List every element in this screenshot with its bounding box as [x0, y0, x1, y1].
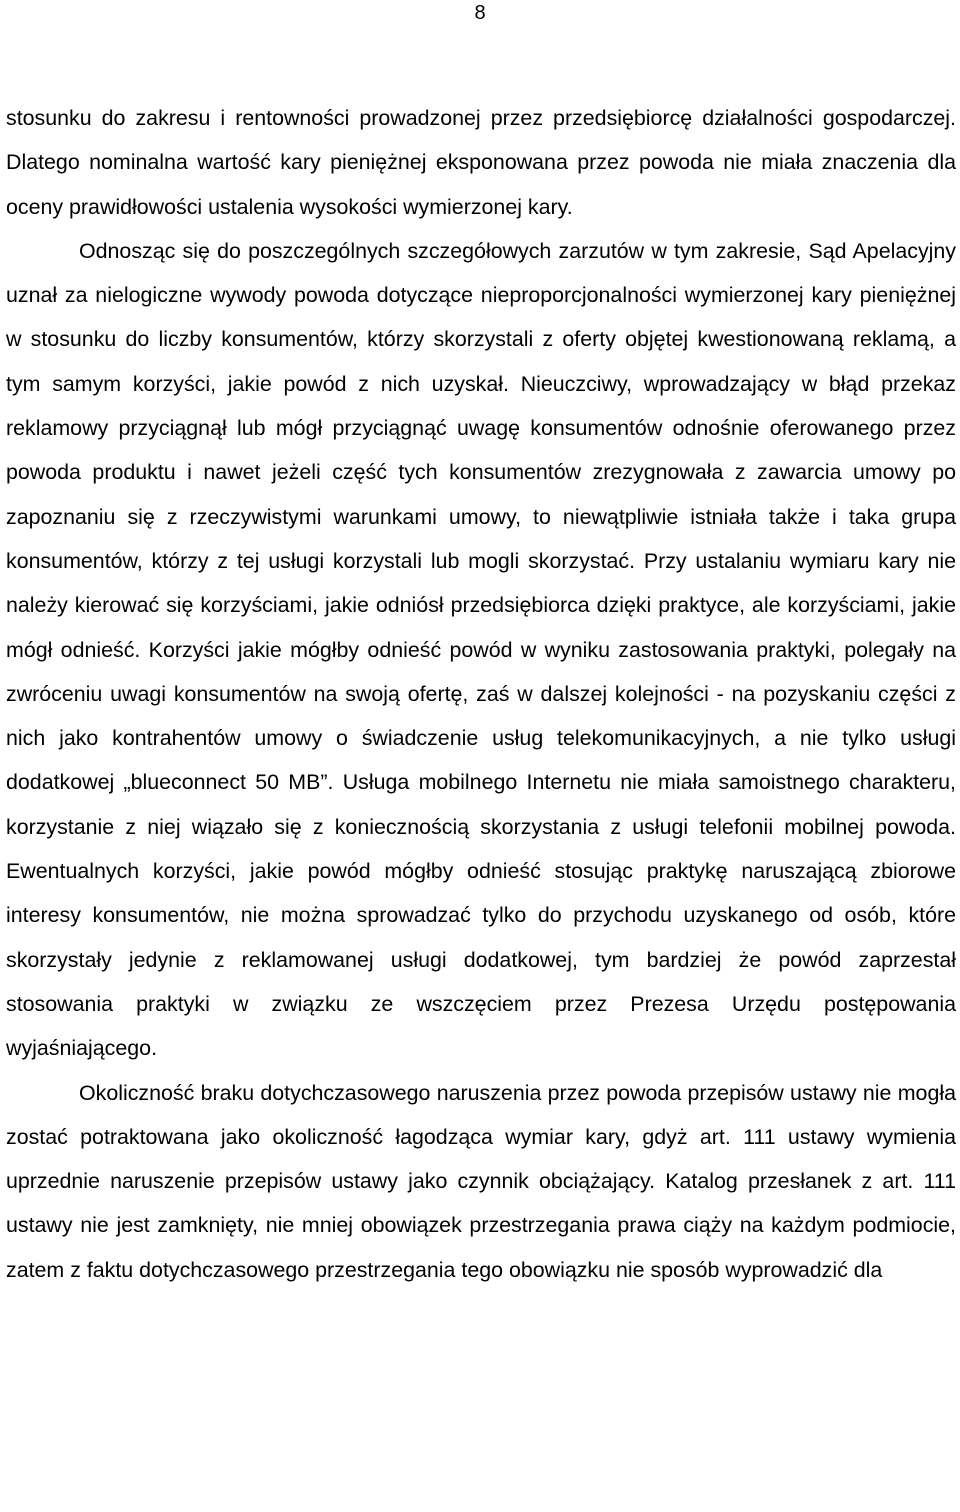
paragraph-2: Odnosząc się do poszczególnych szczegółowych zarzutów w tym zakresie, Sąd Apelacyjny uznał za nielogiczne wywody powoda dotyczące nieproporcjonalności wymierzonej kary pieniężnej w stosunku do liczby konsumentów, którzy skorzystali z oferty objętej kwestionowaną reklamą, a tym samym korzyści, jakie powód z nich uzyskał. Nieuczciwy, wprowadzający w błąd przekaz reklamowy przyciągnął lub mógł przyciągnąć uwagę konsumentów odnośnie oferowanego przez powoda produktu i nawet jeżeli część tych konsumentów zrezygnowała z zawarcia umowy po zapoznaniu się z rzeczywistymi warunkami umowy, to niewątpliwie istniała także i taka grupa konsumentów, którzy z tej usługi korzystali lub mogli skorzystać. Przy ustalaniu wymiaru kary nie należy kierować się korzyściami, jakie odniósł przedsiębiorca dzięki praktyce, ale korzyściami, jakie mógł odnieść. Korzyści jakie mógłby odnieść powód w wyniku zastosowania praktyki, polegały na zwróceniu uwagi konsumentów na swoją ofertę, zaś w dalszej kolejności - na pozyskaniu części z nich jako kontrahentów umowy o świadczenie usług telekomunikacyjnych, a nie tylko usługi dodatkowej „blueconnect 50 MB”. Usługa mobilnego Internetu nie miała samoistnego charakteru, korzystanie z niej wiązało się z koniecznością skorzystania z usługi telefonii mobilnej powoda. Ewentualnych korzyści, jakie powód mógłby odnieść stosując praktykę naruszającą zbiorowe interesy konsumentów, nie można sprowadzać tylko do przychodu uzyskanego od osób, które skorzystały jedynie z reklamowanej usługi dodatkowej, tym bardziej że powód zaprzestał stosowania praktyki w związku ze wszczęciem przez Prezesa Urzędu postępowania wyjaśniającego. [6, 238, 956, 1061]
page-number: 8 [474, 2, 486, 24]
paragraph-1: stosunku do zakresu i rentowności prowadzonej przez przedsiębiorcę działalności gospodarczej. Dlatego nominalna wartość kary pieniężnej eksponowana przez powoda nie miała znaczenia dla oceny prawidłowości ustalenia wysokości wymierzonej kary. [6, 106, 956, 219]
document-body [6, 96, 956, 1292]
paragraph-3: Okoliczność braku dotychczasowego naruszenia przez powoda przepisów ustawy nie mogła zostać potraktowana jako okoliczność łagodząca wymiar kary, gdyż art. 111 ustawy wymienia uprzednie naruszenie przepisów ustawy jako czynnik obciążający. Katalog przesłanek z art. 111 ustawy nie jest zamknięty, nie mniej obowiązek przestrzegania prawa ciąży na każdym podmiocie, zatem z faktu dotychczasowego przestrzegania tego obowiązku nie sposób wyprowadzić dla [6, 1080, 956, 1282]
